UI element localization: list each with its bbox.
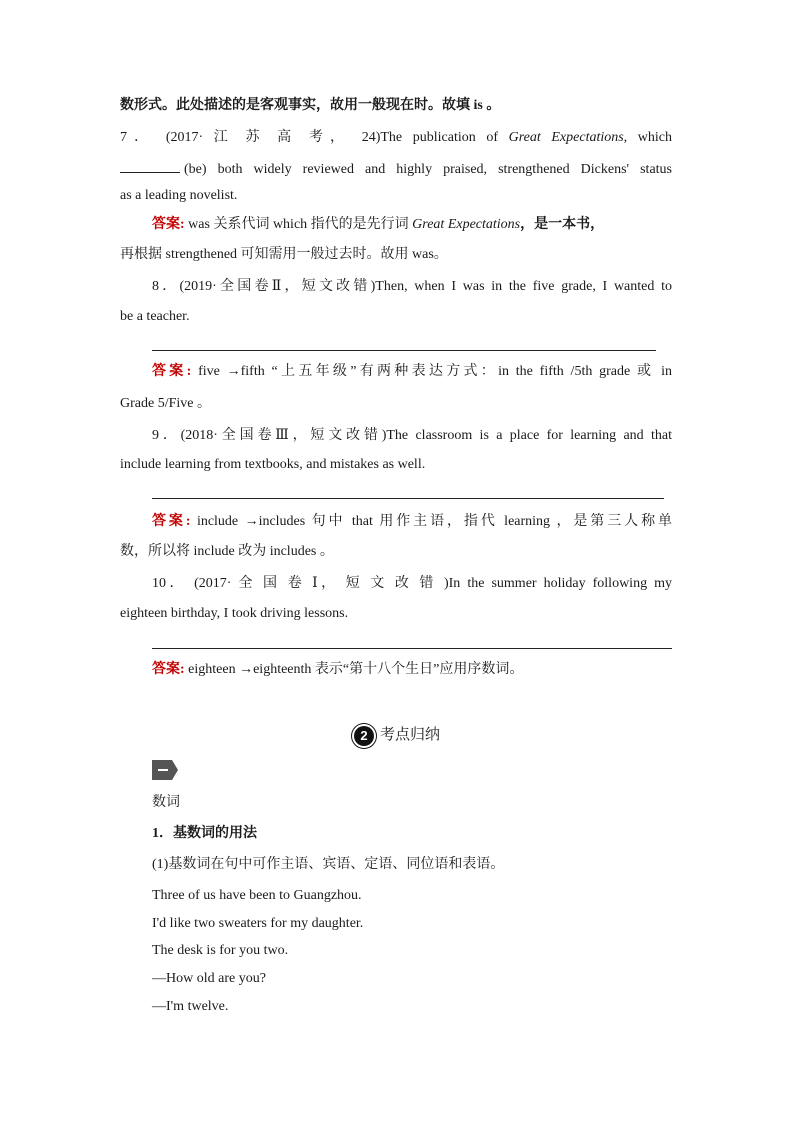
question-10-line-2: eighteen birthday, I took driving lessons. <box>120 606 349 621</box>
question-9-line-2: include learning from textbooks, and mistakes as well. <box>120 457 426 472</box>
category-badge-icon <box>152 760 178 780</box>
answer-line <box>152 350 656 351</box>
answer-line <box>152 498 664 499</box>
point-heading: 1．基数词的用法 <box>152 826 257 841</box>
answer-8-line-2: Grade 5/Five 。 <box>120 396 211 411</box>
section-heading <box>0 724 794 746</box>
question-7-line-2: (be) both widely reviewed and highly praised, strengthened Dickens' status <box>120 158 672 180</box>
question-8-line-2: be a teacher. <box>120 309 190 324</box>
section-title: 考点归纳 <box>379 727 440 743</box>
question-8-line-1: 8．(2019·全国卷Ⅱ，短文改错)Then, when I was in the five grade, I wanted to <box>152 279 672 294</box>
section-number-icon: 2 <box>354 726 374 746</box>
example-sentence: The desk is for you two. <box>152 943 289 958</box>
text-line: 数形式。此处描述的是客观事实，故用一般现在时。故填 is 。 <box>120 98 501 113</box>
example-sentence: —I'm twelve. <box>152 999 229 1014</box>
answer-8-line-1: 答案: five →fifth “上五年级”有两种表达方式：in the fifth /5th grade 或 in <box>152 364 673 379</box>
point-description: (1)基数词在句中可作主语、宾语、定语、同位语和表语。 <box>152 857 505 872</box>
answer-7-line-1: 答案: was 关系代词 which 指代的是先行词 Great Expectations，是一本书， <box>152 217 605 232</box>
question-10-line-1: 10． (2017· 全 国 卷 Ⅰ， 短 文 改 错 )In the summer holiday following my <box>152 576 672 591</box>
answer-line <box>152 648 672 649</box>
topic-heading: 数词 <box>152 795 180 810</box>
answer-7-line-2: 再根据 strengthened 可知需用一般过去时。故用 was。 <box>120 247 448 262</box>
question-7-line-1: 7． (2017· 江 苏 高 考， 24)The publication of Great Expectations, which <box>120 130 673 145</box>
example-sentence: Three of us have been to Guangzhou. <box>152 888 362 903</box>
answer-9-line-2: 数，所以将 include 改为 includes 。 <box>120 544 334 559</box>
question-9-line-1: 9．(2018·全国卷Ⅲ，短文改错)The classroom is a place for learning and that <box>152 428 672 443</box>
example-sentence: I'd like two sweaters for my daughter. <box>152 916 364 931</box>
example-sentence: —How old are you? <box>152 971 266 986</box>
answer-9-line-1: 答案: include →includes 句中 that 用作主语，指代 learning ，是第三人称单 <box>152 514 672 529</box>
answer-10-line-1: 答案: eighteen →eighteenth 表示“第十八个生日”应用序数词。 <box>152 662 524 677</box>
question-7-line-3: as a leading novelist. <box>120 188 238 203</box>
answer-blank <box>120 158 180 173</box>
